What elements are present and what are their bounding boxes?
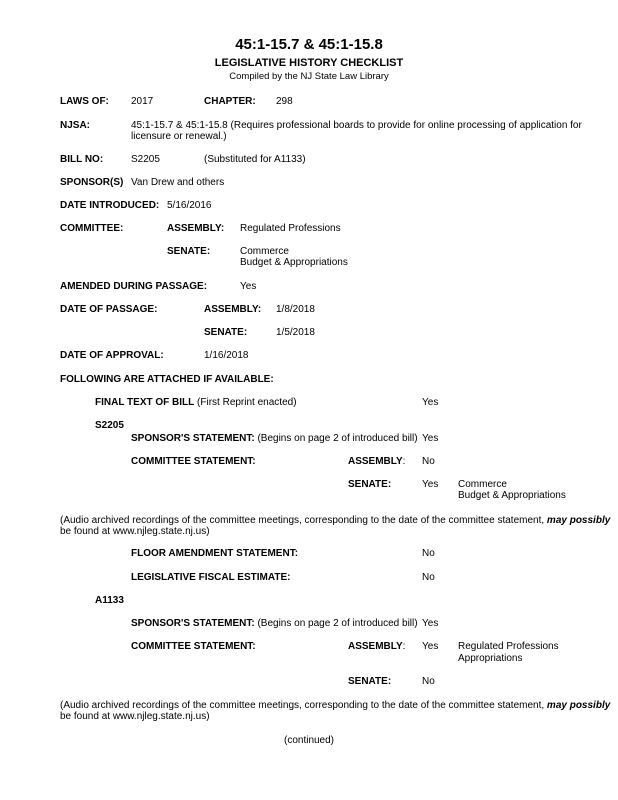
bill-no-label: BILL NO: [60,154,104,165]
a1133-assembly-committee-1: Regulated Professions [458,641,559,652]
a1133-assembly-committee-2: Appropriations [458,653,523,664]
audio-note-2-line2: be found at www.njleg.state.nj.us) [60,711,210,722]
njsa-line1: 45:1-15.7 & 45:1-15.8 (Requires professional boards to provide for online processing of application for [131,120,582,131]
audio-note-2-pre: (Audio archived recordings of the committee meetings, corresponding to the date of the committee statement, [60,700,547,711]
final-text-row [95,397,297,409]
s2205-bill-label: S2205 [95,420,124,431]
compiled-by: Compiled by the NJ State Law Library [229,71,389,82]
a1133-assembly-row [348,641,405,653]
a1133-senate-value: No [422,676,435,687]
s2205-assembly-row [348,456,405,468]
s2205-floor-label: FLOOR AMENDMENT STATEMENT: [131,548,299,559]
sponsors-value: Van Drew and others [131,177,225,188]
a1133-sponsor-label: SPONSOR'S STATEMENT: [131,618,255,629]
committee-label: COMMITTEE: [60,223,124,234]
approval-label: DATE OF APPROVAL: [60,350,164,361]
continued-footer: (continued) [283,735,335,746]
a1133-sponsor-note: (Begins on page 2 of introduced bill) [254,618,418,629]
passage-assembly-value: 1/8/2018 [276,304,315,315]
a1133-bill-label: A1133 [95,595,124,606]
a1133-assembly-value: Yes [422,641,439,652]
s2205-sponsor-note: (Begins on page 2 of introduced bill) [254,433,418,444]
s2205-senate-value: Yes [422,479,439,490]
a1133-sponsor-row [131,618,418,630]
bill-no-value: S2205 [131,154,160,165]
passage-senate-value: 1/5/2018 [276,327,315,338]
audio-note-2-emph: may possibly [546,700,611,711]
committee-senate-value-1: Commerce [240,246,289,257]
s2205-assembly-colon: : [402,456,406,467]
committee-senate-label: SENATE: [167,246,211,257]
s2205-senate-label: SENATE: [348,479,392,490]
s2205-sponsor-label: SPONSOR'S STATEMENT: [131,433,255,444]
chapter-value: 298 [276,96,293,107]
final-text-note: (First Reprint enacted) [194,397,297,408]
passage-assembly-label: ASSEMBLY: [204,304,262,315]
date-introduced-value: 5/16/2016 [167,200,212,211]
chapter-label: CHAPTER: [204,96,256,107]
s2205-senate-committee-2: Budget & Appropriations [458,490,566,501]
audio-note-1-line2: be found at www.njleg.state.nj.us) [60,526,210,537]
final-text-label: FINAL TEXT OF BILL [95,397,195,408]
a1133-committee-label: COMMITTEE STATEMENT: [131,641,256,652]
laws-of-value: 2017 [131,96,154,107]
laws-of-label: LAWS OF: [60,96,109,107]
a1133-senate-label: SENATE: [348,676,392,687]
njsa-line2: licensure or renewal.) [131,131,227,142]
a1133-assembly-colon: : [402,641,406,652]
committee-senate-value-2: Budget & Appropriations [240,257,348,268]
s2205-sponsor-value: Yes [422,433,439,444]
page-subtitle: LEGISLATIVE HISTORY CHECKLIST [214,57,404,69]
audio-note-1-emph: may possibly [546,515,611,526]
attached-heading: FOLLOWING ARE ATTACHED IF AVAILABLE: [60,374,274,385]
final-text-value: Yes [422,397,439,408]
committee-assembly-value: Regulated Professions [240,223,341,234]
s2205-fiscal-value: No [422,572,435,583]
s2205-committee-label: COMMITTEE STATEMENT: [131,456,256,467]
a1133-sponsor-value: Yes [422,618,439,629]
s2205-fiscal-label: LEGISLATIVE FISCAL ESTIMATE: [131,572,291,583]
sponsors-label: SPONSOR(S) [60,177,124,188]
amended-value: Yes [240,281,257,292]
date-introduced-label: DATE INTRODUCED: [60,200,160,211]
approval-value: 1/16/2018 [204,350,249,361]
s2205-assembly-value: No [422,456,435,467]
passage-label: DATE OF PASSAGE: [60,304,158,315]
s2205-sponsor-row [131,433,418,445]
s2205-senate-committee-1: Commerce [458,479,507,490]
s2205-floor-value: No [422,548,435,559]
bill-no-note: (Substituted for A1133) [204,154,306,165]
passage-senate-label: SENATE: [204,327,248,338]
amended-label: AMENDED DURING PASSAGE: [60,281,208,292]
committee-assembly-label: ASSEMBLY: [167,223,225,234]
audio-note-1-pre: (Audio archived recordings of the committee meetings, corresponding to the date of the committee statement, [60,515,547,526]
page-title: 45:1-15.7 & 45:1-15.8 [235,36,383,53]
njsa-label: NJSA: [60,120,91,131]
a1133-assembly-label: ASSEMBLY [348,641,403,652]
s2205-assembly-label: ASSEMBLY [348,456,403,467]
